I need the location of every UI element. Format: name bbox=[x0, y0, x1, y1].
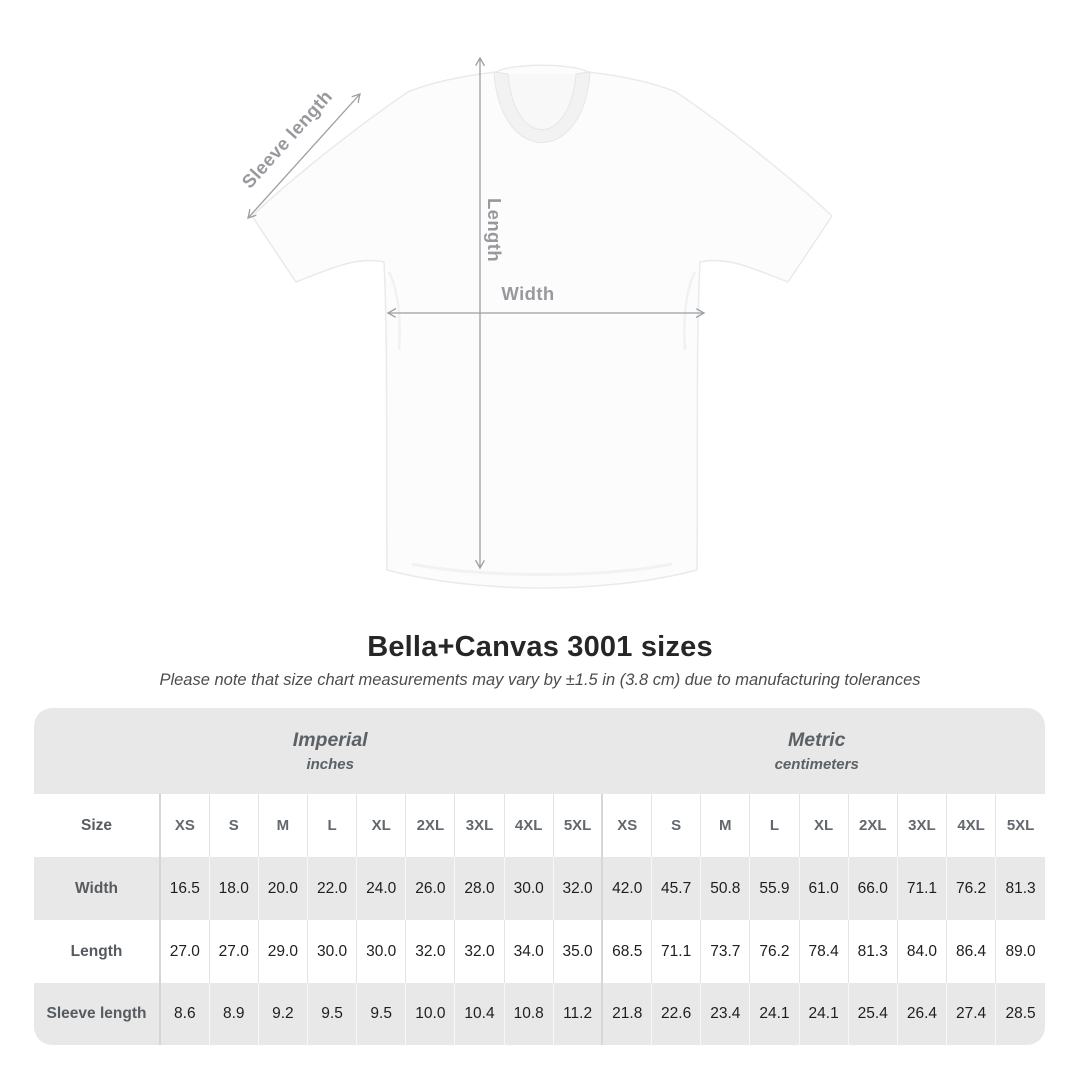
measurement-cell: 55.9 bbox=[750, 857, 799, 920]
measurement-cell: 81.3 bbox=[996, 857, 1045, 920]
measurement-cell: 16.5 bbox=[160, 857, 209, 920]
table-row-sleeve-length bbox=[34, 983, 1045, 1045]
measurement-cell: 24.0 bbox=[357, 857, 406, 920]
tshirt-measurement-diagram bbox=[200, 30, 880, 610]
measurement-cell: 21.8 bbox=[602, 983, 651, 1045]
measurement-cell: 8.6 bbox=[160, 983, 209, 1045]
title-block bbox=[0, 631, 1080, 690]
size-col-header-imperial-xl: XL bbox=[357, 794, 406, 857]
measurement-cell: 8.9 bbox=[209, 983, 258, 1045]
size-col-header-imperial-s: S bbox=[209, 794, 258, 857]
measurement-cell: 28.0 bbox=[455, 857, 504, 920]
metric-unit-label: centimeters bbox=[774, 755, 859, 773]
measurement-cell: 9.5 bbox=[307, 983, 356, 1045]
measurement-cell: 32.0 bbox=[406, 920, 455, 983]
measurement-cell: 22.6 bbox=[652, 983, 701, 1045]
width-label: Width bbox=[501, 283, 555, 304]
measurement-cell: 76.2 bbox=[750, 920, 799, 983]
measurement-cell: 18.0 bbox=[209, 857, 258, 920]
measurement-cell: 66.0 bbox=[848, 857, 897, 920]
measurement-cell: 42.0 bbox=[602, 857, 651, 920]
row-label: Width bbox=[75, 879, 118, 897]
metric-section-header bbox=[602, 708, 1045, 794]
measurement-cell: 81.3 bbox=[848, 920, 897, 983]
length-label: Length bbox=[484, 197, 506, 263]
measurement-cell: 10.0 bbox=[406, 983, 455, 1045]
measurement-cell: 61.0 bbox=[799, 857, 848, 920]
measurement-cell: 24.1 bbox=[799, 983, 848, 1045]
size-col-header-imperial-m: M bbox=[258, 794, 307, 857]
measurement-cell: 84.0 bbox=[897, 920, 946, 983]
metric-label: Metric bbox=[787, 729, 846, 752]
measurement-cell: 24.1 bbox=[750, 983, 799, 1045]
size-col-header-imperial-xs: XS bbox=[160, 794, 209, 857]
measurement-cell: 9.5 bbox=[357, 983, 406, 1045]
table-row-length bbox=[34, 920, 1045, 983]
measurement-cell: 29.0 bbox=[258, 920, 307, 983]
measurement-cell: 30.0 bbox=[504, 857, 553, 920]
size-col-header-imperial-4xl: 4XL bbox=[504, 794, 553, 857]
measurement-cell: 22.0 bbox=[307, 857, 356, 920]
measurement-cell: 27.0 bbox=[209, 920, 258, 983]
measurement-cell: 11.2 bbox=[553, 983, 602, 1045]
measurement-cell: 34.0 bbox=[504, 920, 553, 983]
measurement-cell: 35.0 bbox=[553, 920, 602, 983]
imperial-label: Imperial bbox=[292, 729, 368, 752]
page-subtitle: Please note that size chart measurements may vary by ±1.5 in (3.8 cm) due to manufacturing tolerances bbox=[159, 671, 921, 689]
size-col-header-metric-4xl: 4XL bbox=[947, 794, 996, 857]
measurement-cell: 26.0 bbox=[406, 857, 455, 920]
measurement-cell: 50.8 bbox=[701, 857, 750, 920]
measurement-cell: 28.5 bbox=[996, 983, 1045, 1045]
size-chart-table bbox=[34, 708, 1045, 1045]
measurement-cell: 26.4 bbox=[897, 983, 946, 1045]
measurement-cell: 68.5 bbox=[602, 920, 651, 983]
size-col-header-metric-s: S bbox=[652, 794, 701, 857]
size-header-row bbox=[34, 794, 1045, 857]
units-header-row bbox=[34, 708, 1045, 794]
size-col-header-metric-xs: XS bbox=[602, 794, 651, 857]
measurement-cell: 20.0 bbox=[258, 857, 307, 920]
size-col-header-metric-3xl: 3XL bbox=[897, 794, 946, 857]
measurement-cell: 32.0 bbox=[455, 920, 504, 983]
size-col-header-imperial-l: L bbox=[307, 794, 356, 857]
imperial-section-header bbox=[34, 708, 602, 794]
size-col-header-imperial-5xl: 5XL bbox=[553, 794, 602, 857]
table-row-width bbox=[34, 857, 1045, 920]
tshirt-image bbox=[252, 65, 832, 588]
size-col-header-metric-5xl: 5XL bbox=[996, 794, 1045, 857]
measurement-cell: 10.4 bbox=[455, 983, 504, 1045]
size-col-header-metric-xl: XL bbox=[799, 794, 848, 857]
measurement-cell: 27.4 bbox=[947, 983, 996, 1045]
measurement-cell: 78.4 bbox=[799, 920, 848, 983]
sleeve-length-label: Sleeve length bbox=[237, 85, 337, 193]
measurement-cell: 10.8 bbox=[504, 983, 553, 1045]
page-title: Bella+Canvas 3001 sizes bbox=[367, 631, 713, 663]
measurement-cell: 32.0 bbox=[553, 857, 602, 920]
row-label: Sleeve length bbox=[46, 1005, 147, 1022]
size-col-header-metric-2xl: 2XL bbox=[848, 794, 897, 857]
measurement-cell: 89.0 bbox=[996, 920, 1045, 983]
measurement-cell: 71.1 bbox=[897, 857, 946, 920]
row-label: Length bbox=[70, 942, 123, 960]
measurement-cell: 23.4 bbox=[701, 983, 750, 1045]
measurement-cell: 9.2 bbox=[258, 983, 307, 1045]
measurement-cell: 73.7 bbox=[701, 920, 750, 983]
size-col-header-imperial-3xl: 3XL bbox=[455, 794, 504, 857]
measurement-cell: 86.4 bbox=[947, 920, 996, 983]
measurement-cell: 30.0 bbox=[357, 920, 406, 983]
imperial-unit-label: inches bbox=[306, 755, 354, 773]
measurement-cell: 27.0 bbox=[160, 920, 209, 983]
measurement-cell: 25.4 bbox=[848, 983, 897, 1045]
size-col-header-metric-m: M bbox=[701, 794, 750, 857]
size-column-header: Size bbox=[80, 816, 112, 834]
size-col-header-imperial-2xl: 2XL bbox=[406, 794, 455, 857]
measurement-cell: 71.1 bbox=[652, 920, 701, 983]
size-col-header-metric-l: L bbox=[750, 794, 799, 857]
measurement-cell: 76.2 bbox=[947, 857, 996, 920]
tshirt-body bbox=[252, 65, 832, 588]
measurement-cell: 30.0 bbox=[307, 920, 356, 983]
measurement-cell: 45.7 bbox=[652, 857, 701, 920]
